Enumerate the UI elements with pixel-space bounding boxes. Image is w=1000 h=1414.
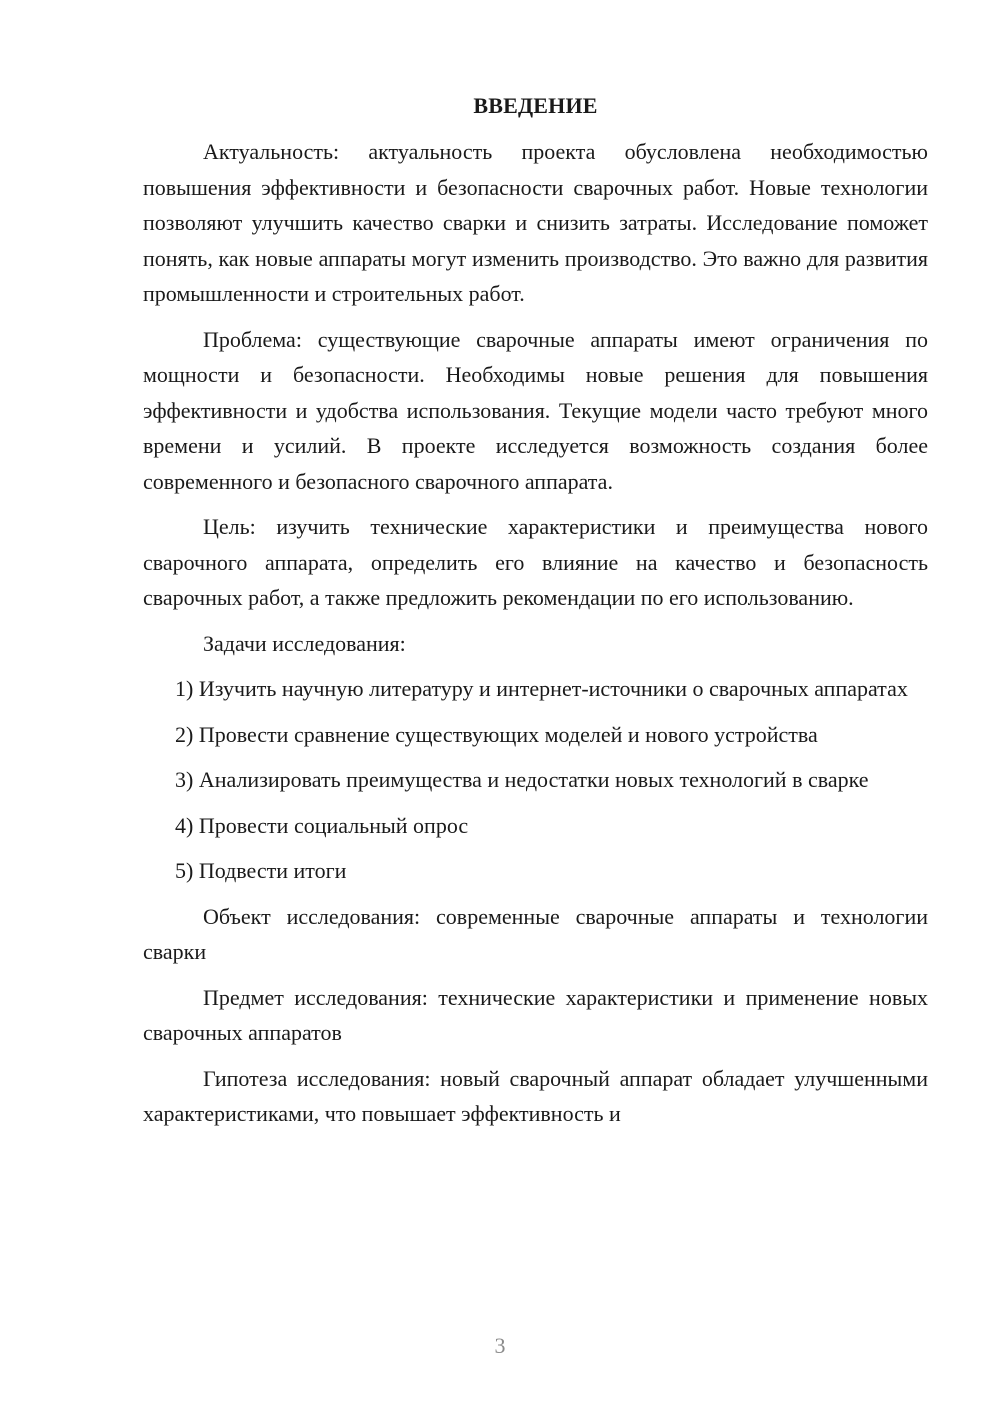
relevance-paragraph: Актуальность: актуальность проекта обусловлена необходимостью повышения эффективности и безопасности сварочных работ. Новые технологии позволяют улучшить качество сварки и снизить затраты. Исследование поможет понять, как новые аппараты могут изменить производство. Это важно для развития промышленности и строительных работ.	[143, 139, 928, 306]
tasks-heading: Задачи исследования:	[203, 630, 406, 656]
task-item: 1) Изучить научную литературу и интернет-источники о сварочных аппаратах	[175, 676, 908, 701]
document-page	[143, 92, 928, 1142]
goal-paragraph: Цель: изучить технические характеристики и преимущества нового сварочного аппарата, определить его влияние на качество и безопасность сварочных работ, а также предложить рекомендации по его использованию.	[143, 514, 928, 610]
problem-paragraph: Проблема: существующие сварочные аппараты имеют ограничения по мощности и безопасности. Необходимы новые решения для повышения эффективности и удобства использования. Текущие модели часто требуют много времени и усилий. В проекте исследуется возможность создания более современного и безопасного сварочного аппарата.	[143, 326, 928, 494]
page-number: 3	[494, 1333, 506, 1358]
subject-paragraph: Предмет исследования: технические характеристики и применение новых сварочных аппаратов	[143, 984, 928, 1045]
task-item: 3) Анализировать преимущества и недостатки новых технологий в сварке	[175, 767, 869, 792]
hypothesis-paragraph: Гипотеза исследования: новый сварочный аппарат обладает улучшенными характеристиками, что повышает эффективность и	[143, 1065, 928, 1126]
task-item: 4) Провести социальный опрос	[175, 812, 469, 838]
task-item: 5) Подвести итоги	[175, 858, 347, 883]
object-paragraph: Объект исследования: современные сварочные аппараты и технологии сварки	[143, 903, 928, 964]
task-item: 2) Провести сравнение существующих моделей и нового устройства	[175, 721, 818, 747]
section-title: ВВЕДЕНИЕ	[473, 93, 598, 118]
